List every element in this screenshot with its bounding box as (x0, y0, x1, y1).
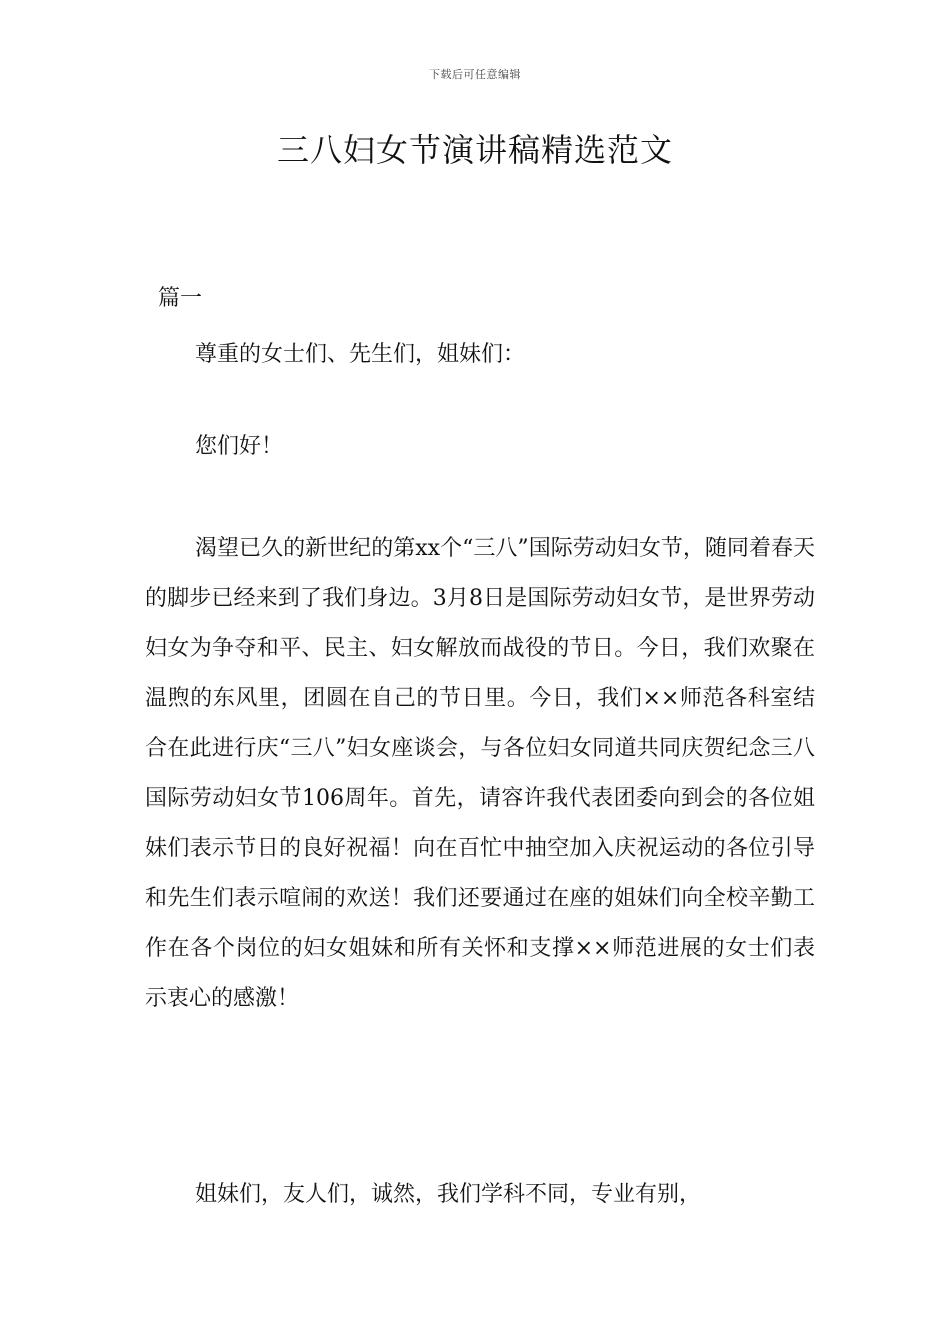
document-title: 三八妇女节演讲稿精选范文 (276, 131, 673, 169)
header-note: 下载后可任意编辑 (429, 68, 521, 81)
paragraph-greeting: 尊重的女士们、先生们，姐妹们： (195, 342, 526, 367)
paragraph-hello: 您们好！ (195, 434, 284, 459)
paragraph-main: 渴望已久的新世纪的第xx个“三八”国际劳动妇女节，随同着春天的脚步已经来到了我们身边。3月8日是国际劳动妇女节，是世界劳动妇女为争夺和平、民主、妇女解放而战役的节日。今日，我们欢聚在温煦的东风里，团圆在自己的节日里。今日，我们××师范各科室结合在此进行庆“三八”妇女座谈会，与各位妇女同道共同庆贺纪念三八国际劳动妇女节106周年。首先，请容许我代表团委向到会的各位姐妹们表示节日的良好祝福！向在百忙中抽空加入庆祝运动的各位引导和先生们表示喧闹的欢送！我们还要通过在座的姐妹们向全校辛勤工作在各个岗位的妇女姐妹和所有关怀和支撑××师范进展的女士们表示衷心的感激！ (145, 536, 815, 1011)
section-label: 篇一 (158, 286, 203, 311)
paragraph-continuation: 姐妹们，友人们，诚然，我们学科不同，专业有别， (195, 1182, 702, 1207)
